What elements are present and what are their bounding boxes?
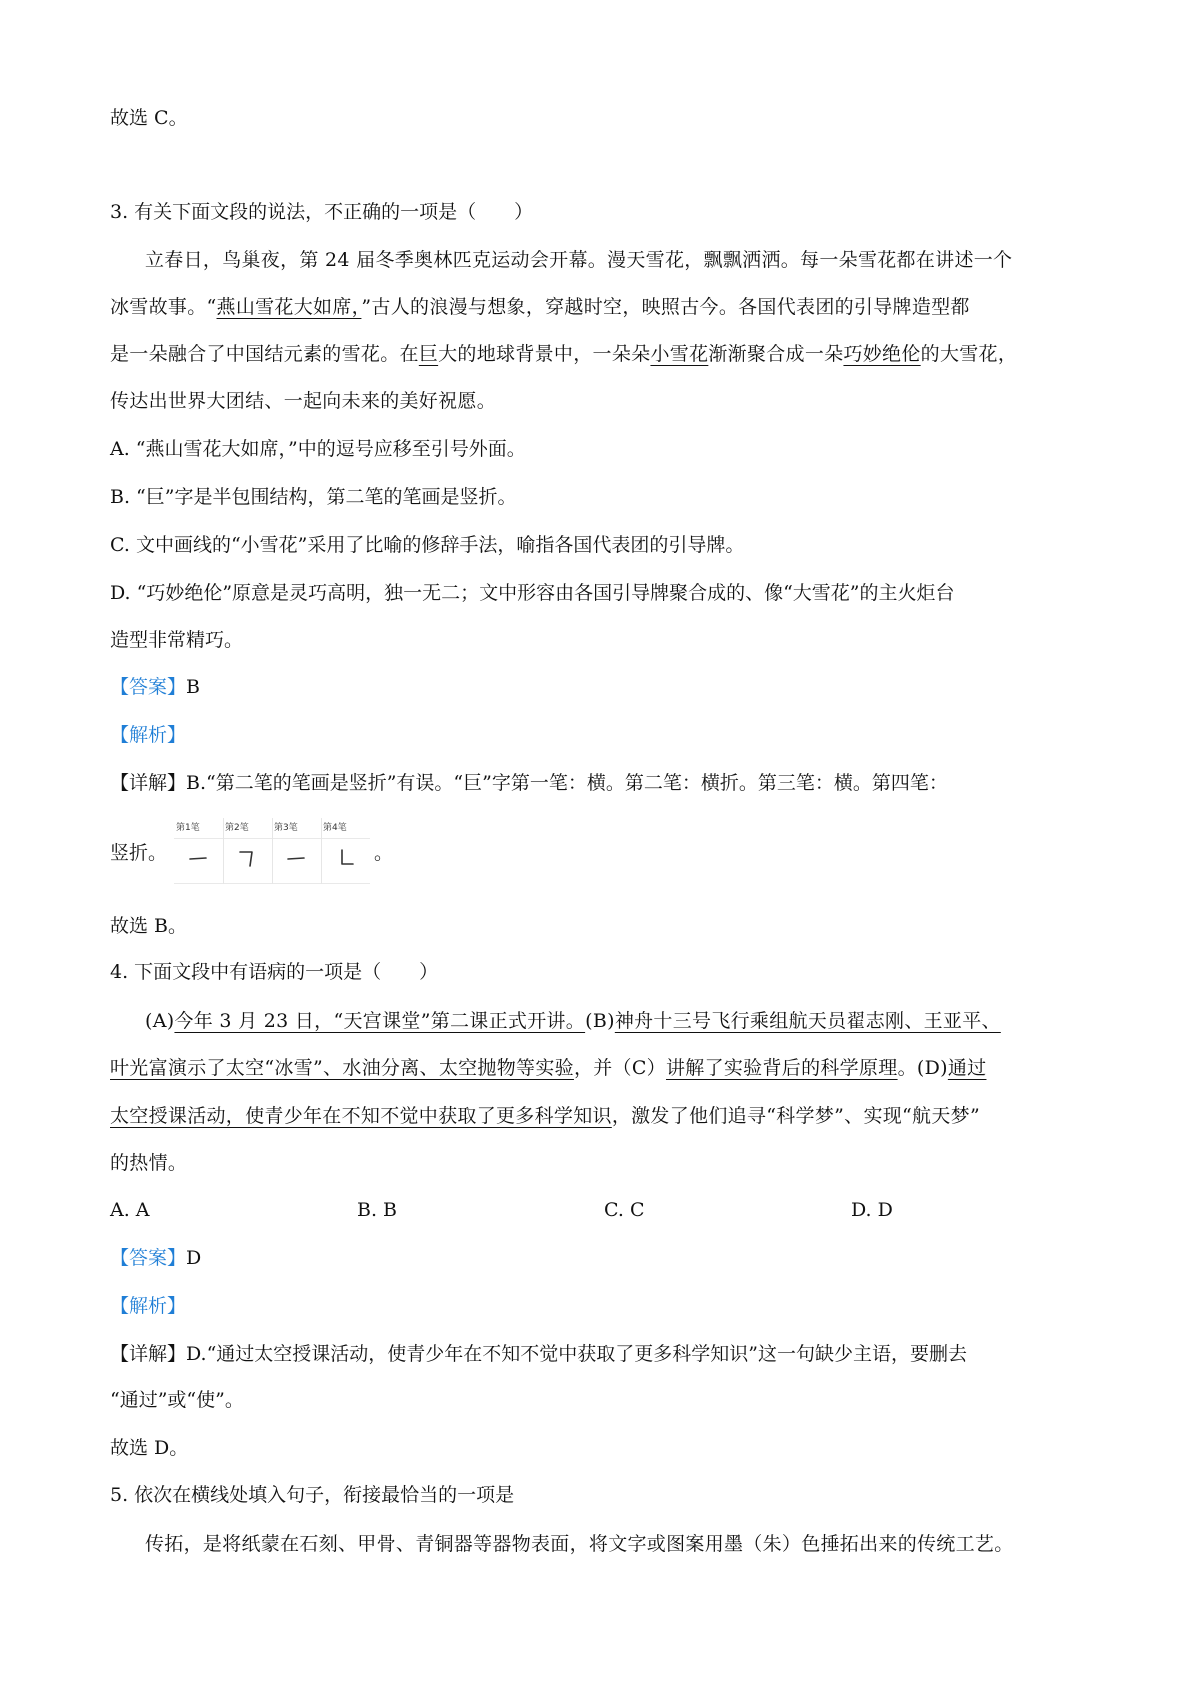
q3-answer (110, 673, 200, 701)
q3-passage-line-4: 传达出世界大团结、一起向未来的美好祝愿。 (110, 390, 497, 412)
q4-passage-line-4: 的热情。 (110, 1152, 188, 1174)
q3-detail-line-1: 【详解】B.“第二笔的笔画是竖折”有误。“巨”字第一笔：横。第二笔：横折。第三笔：横。第四笔： (110, 772, 948, 794)
answer-tag: 【答案】 (110, 676, 187, 698)
q4-passage-line-1: (A)今年 3 月 23 日，“天宫课堂”第二课正式开讲。(B)神舟十三号飞行乘组航天员翟志刚、王亚平、 (145, 1010, 1001, 1032)
q4-detail-line-2: “通过”或“使”。 (110, 1389, 244, 1411)
q4-stem: 4. 下面文段中有语病的一项是（ ） (110, 961, 439, 983)
underlined-sentence-c: 讲解了实验背后的科学原理 (665, 1057, 898, 1079)
q4-conclusion: 故选 D。 (110, 1437, 189, 1459)
underlined-phrase: 巧妙绝伦 (843, 343, 921, 365)
underlined-sentence-a: 今年 3 月 23 日，“天宫课堂”第二课正式开讲。 (174, 1010, 586, 1032)
q3-option-c: C. 文中画线的“小雪花”采用了比喻的修辞手法，喻指各国代表团的引导牌。 (110, 534, 745, 556)
stroke-cell-4 (321, 818, 370, 884)
q3-stem: 3. 有关下面文段的说法，不正确的一项是（ ） (110, 201, 534, 223)
underlined-char: 巨 (418, 343, 439, 365)
shuzhe-stroke-icon (333, 844, 357, 870)
underlined-phrase: 燕山雪花大如席， (216, 296, 362, 318)
q3-passage-line-1: 立春日，鸟巢夜，第 24 届冬季奥林匹克运动会开幕。漫天雪花，飘飘洒洒。每一朵雪花都在讲述一个 (145, 249, 1013, 271)
stroke-header: 第4笔 (323, 823, 347, 833)
q3-option-b: B. “巨”字是半包围结构，第二笔的笔画是竖折。 (110, 486, 517, 508)
stroke-header: 第1笔 (176, 823, 200, 833)
q4-passage-line-3: 太空授课活动，使青少年在不知不觉中获取了更多科学知识，激发了他们追寻“科学梦”、实现“航天梦” (110, 1105, 980, 1127)
q4-analysis-tag: 【解析】 (110, 1295, 187, 1317)
stroke-cell-3 (272, 818, 321, 884)
q3-detail-end-mark: 。 (374, 842, 394, 864)
heng-stroke-icon (186, 844, 210, 870)
hengzhe-stroke-icon (235, 844, 259, 870)
q4-option-b: B. B (357, 1199, 398, 1221)
q3-passage-line-2: 冰雪故事。“燕山雪花大如席，”古人的浪漫与想象，穿越时空，映照古今。各国代表团的引导牌造型都 (110, 296, 970, 318)
q4-option-a: A. A (110, 1199, 150, 1221)
q3-option-d-line-1: D. “巧妙绝伦”原意是灵巧高明，独一无二；文中形容由各国引导牌聚合成的、像“大雪花”的主火炬台 (110, 582, 955, 604)
q4-option-d: D. D (851, 1199, 893, 1221)
prev-conclusion: 故选 C。 (110, 107, 188, 129)
q3-analysis-tag: 【解析】 (110, 724, 187, 746)
stroke-order-table (174, 818, 370, 884)
q4-detail-line-1: 【详解】D.“通过太空授课活动，使青少年在不知不觉中获取了更多科学知识”这一句缺少主语，要删去 (110, 1343, 968, 1365)
answer-value: D (186, 1247, 202, 1269)
q4-answer (110, 1244, 201, 1272)
q3-option-a: A. “燕山雪花大如席，”中的逗号应移至引号外面。 (110, 438, 526, 460)
q4-passage-line-2: 叶光富演示了太空“冰雪”、水油分离、太空抛物等实验，并（C）讲解了实验背后的科学原理。(D)通过 (110, 1057, 987, 1079)
answer-value: B (186, 676, 200, 698)
underlined-sentence-d: 太空授课活动，使青少年在不知不觉中获取了更多科学知识 (110, 1105, 612, 1127)
q3-detail-line-2: 竖折。 (110, 842, 168, 864)
stroke-header: 第2笔 (225, 823, 249, 833)
underlined-sentence-d: 通过 (947, 1057, 987, 1079)
stroke-cell-2 (223, 818, 272, 884)
answer-tag: 【答案】 (110, 1247, 187, 1269)
q5-stem: 5. 依次在横线处填入句子，衔接最恰当的一项是 (110, 1484, 515, 1506)
underlined-sentence-b: 叶光富演示了太空“冰雪”、水油分离、太空抛物等实验 (110, 1057, 574, 1079)
underlined-sentence-b: 神舟十三号飞行乘组航天员翟志刚、王亚平、 (614, 1010, 1001, 1032)
q3-passage-line-3: 是一朵融合了中国结元素的雪花。在巨大的地球背景中，一朵朵小雪花渐渐聚合成一朵巧妙绝伦的大雪花， (110, 343, 1018, 365)
underlined-phrase: 小雪花 (650, 343, 709, 365)
heng-stroke-icon (284, 844, 308, 870)
stroke-header: 第3笔 (274, 823, 298, 833)
q3-conclusion: 故选 B。 (110, 915, 188, 937)
q4-option-c: C. C (604, 1199, 645, 1221)
q3-option-d-line-2: 造型非常精巧。 (110, 629, 244, 651)
q5-passage-line-1: 传拓，是将纸蒙在石刻、甲骨、青铜器等器物表面，将文字或图案用墨（朱）色捶拓出来的传统工艺。 (145, 1533, 1014, 1555)
stroke-cell-1 (174, 818, 223, 884)
